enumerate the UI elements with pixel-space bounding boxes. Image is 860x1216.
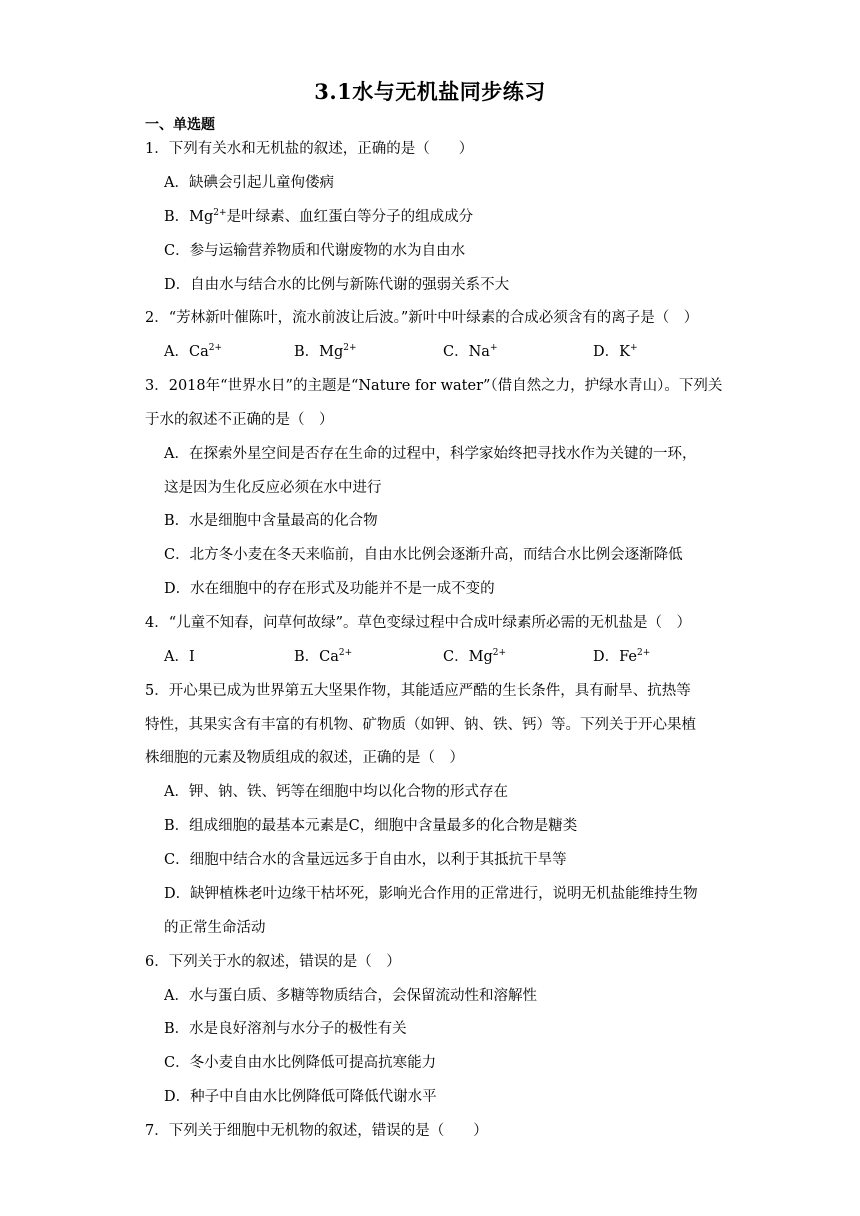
question-6-option-b: B．水是良好溶剂与水分子的极性有关 (164, 1021, 407, 1037)
question-4-option-b: B．$Ca^{2+}$ (294, 648, 353, 665)
question-3-stem-line-1: 3．2018年“世界水日”的主题是“Nature for water”（借自然之力，护绿水青山）。下列关 (145, 378, 723, 394)
page-title: 3.1水与无机盐同步练习 (314, 79, 546, 104)
question-7-stem: 7．下列关于细胞中无机物的叙述，错误的是（ ） (145, 1123, 488, 1139)
question-3-option-d: D．水在细胞中的存在形式及功能并不是一成不变的 (164, 581, 495, 597)
question-2-option-a: A．$Ca^{2+}$ (164, 343, 222, 360)
question-3-option-b: B．水是细胞中含量最高的化合物 (164, 513, 378, 529)
question-3-option-a-line-1: A．在探索外星空间是否存在生命的过程中，科学家始终把寻找水作为关键的一环， (164, 446, 697, 462)
question-6-option-d: D．种子中自由水比例降低可降低代谢水平 (164, 1089, 437, 1105)
question-4-stem: 4．“儿童不知春，问草何故绿”。草色变绿过程中合成叶绿素所必需的无机盐是（ ） (145, 615, 692, 631)
question-1-stem: 1．下列有关水和无机盐的叙述，正确的是（ ） (145, 141, 474, 157)
question-5-option-d-line-1: D．缺钾植株老叶边缘干枯坏死，影响光合作用的正常进行，说明无机盐能维持生物 (164, 886, 698, 902)
question-3-option-c: C．北方冬小麦在冬天来临前，自由水比例会逐渐升高，而结合水比例会逐渐降低 (164, 547, 683, 563)
question-2-option-c: C．Na+ (443, 343, 498, 360)
question-1-option-d: D．自由水与结合水的比例与新陈代谢的强弱关系不大 (164, 277, 510, 293)
question-4-option-c: C．$Mg^{2+}$ (443, 648, 507, 665)
question-1-option-a: A．缺碘会引起儿童佝偻病 (164, 175, 334, 191)
question-6-option-c: C．冬小麦自由水比例降低可提高抗寒能力 (164, 1055, 437, 1071)
question-5-stem-line-3: 株细胞的元素及物质组成的叙述，正确的是（ ） (145, 750, 464, 766)
question-3-option-a-line-2: 这是因为生化反应必须在水中进行 (164, 480, 382, 496)
question-6-option-a: A．水与蛋白质、多糖等物质结合，会保留流动性和溶解性 (164, 988, 537, 1004)
question-6-stem: 6．下列关于水的叙述，错误的是（ ） (145, 954, 401, 970)
question-1-option-b: B．$Mg^{2+}$是叶绿素、血红蛋白等分子的组成成分 (164, 208, 474, 225)
question-5-option-b: B．组成细胞的最基本元素是C，细胞中含量最多的化合物是糖类 (164, 818, 578, 834)
question-2-option-d: D．K+ (593, 343, 638, 360)
question-5-stem-line-2: 特性，其果实含有丰富的有机物、矿物质（如钾、钠、铁、钙）等。下列关于开心果植 (145, 717, 696, 733)
question-4-option-d: D．$Fe^{2+}$ (593, 648, 651, 665)
question-1-option-c: C．参与运输营养物质和代谢废物的水为自由水 (164, 243, 466, 259)
question-5-option-c: C．细胞中结合水的含量远远多于自由水，以利于其抵抗干旱等 (164, 852, 567, 868)
question-4-option-a: A．I (164, 649, 195, 665)
question-5-stem-line-1: 5．开心果已成为世界第五大坚果作物，其能适应严酷的生长条件，具有耐旱、抗热等 (145, 683, 691, 699)
question-5-option-a: A．钾、钠、铁、钙等在细胞中均以化合物的形式存在 (164, 784, 508, 800)
question-3-stem-line-2: 于水的叙述不正确的是（ ） (145, 412, 334, 428)
section-heading: 一、单选题 (145, 117, 215, 133)
question-5-option-d-line-2: 的正常生命活动 (164, 920, 266, 936)
question-2-stem: 2．“芳林新叶催陈叶，流水前波让后波。”新叶中叶绿素的合成必须含有的离子是（ ） (145, 310, 699, 326)
question-2-option-b: B．$Mg^{2+}$ (294, 343, 357, 360)
